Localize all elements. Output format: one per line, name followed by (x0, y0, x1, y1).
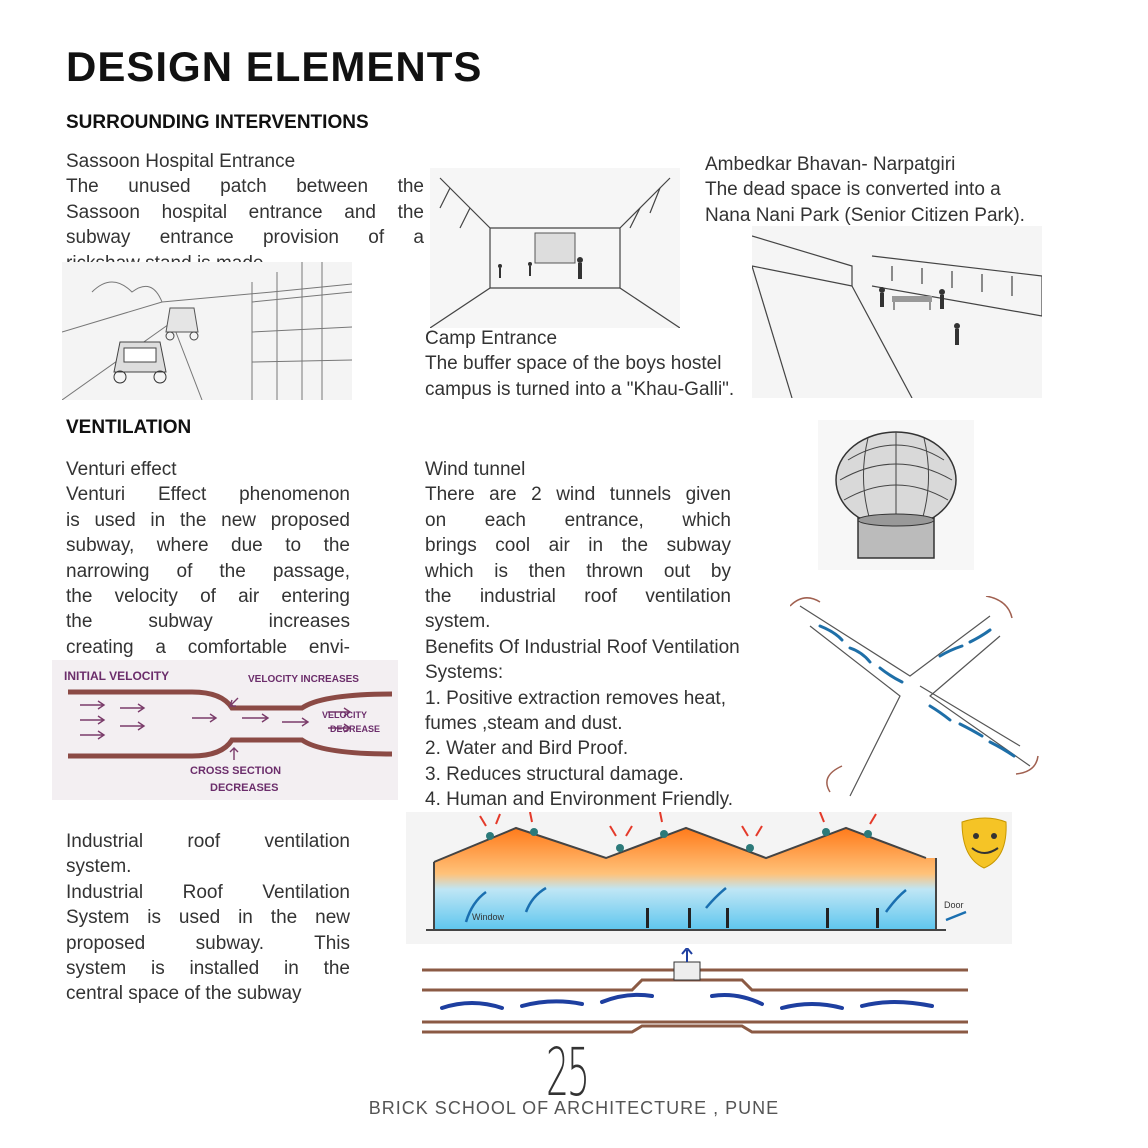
venturi-effect-diagram (52, 660, 398, 800)
wind-tunnel-text-block (425, 457, 805, 813)
section-heading-ventilation: VENTILATION (66, 417, 192, 438)
sassoon-street-sketch (62, 262, 352, 400)
sassoon-line: subway entrance provision of a (66, 227, 424, 249)
wind-tunnel-line: on each entrance, which (425, 509, 731, 531)
cross-section-label: CROSS SECTION (190, 765, 282, 777)
industrial-line: system is installed in the (66, 958, 350, 980)
roof-ventilation-section-diagram (406, 812, 1012, 944)
turbine-ventilator-sketch (818, 420, 974, 570)
ambedkar-line: Nana Nani Park (Senior Citizen Park). (705, 204, 1025, 226)
venturi-line: narrowing of the passage, (66, 560, 350, 582)
initial-velocity-label: INITIAL VELOCITY (64, 669, 170, 683)
roof-ventilator-icon (674, 962, 700, 980)
industrial-line: system. (66, 856, 132, 878)
page-number: 25 (546, 1034, 588, 1111)
airflow-arrows (820, 626, 1014, 756)
wind-tunnel-line: brings cool air in the subway (425, 535, 731, 557)
venturi-line: is used in the new proposed (66, 509, 350, 531)
airflow-arrows (442, 995, 932, 1008)
sassoon-text-block (66, 149, 424, 276)
benefits-title: Benefits Of Industrial Roof Ventilation (425, 636, 740, 658)
velocity-decrease-label: VELOCITY (322, 710, 368, 720)
venturi-line: subway, where due to the (66, 535, 350, 557)
wind-tunnel-title: Wind tunnel (425, 459, 526, 480)
venturi-title: Venturi effect (66, 459, 177, 480)
section-heading-surrounding: SURROUNDING INTERVENTIONS (66, 112, 369, 133)
benefit-item: 3. Reduces structural damage. (425, 763, 684, 785)
benefit-item: fumes ,steam and dust. (425, 713, 623, 735)
velocity-increases-label: VELOCITY INCREASES (248, 674, 359, 685)
subway-section-airflow-sketch (412, 948, 978, 1038)
sassoon-title: Sassoon Hospital Entrance (66, 151, 296, 172)
industrial-roof-text-block (66, 829, 350, 1007)
camp-title: Camp Entrance (425, 328, 558, 349)
window-label: Window (472, 912, 505, 922)
door-label: Door (944, 900, 964, 910)
exhaust-arrow-icon (682, 948, 692, 962)
benefit-item: 4. Human and Environment Friendly. (425, 789, 734, 811)
benefit-item: 1. Positive extraction removes heat, (425, 687, 726, 709)
wind-tunnel-line: system. (425, 611, 491, 633)
camp-line: campus is turned into a "Khau-Galli". (425, 378, 735, 400)
wind-tunnel-line: There are 2 wind tunnels given (425, 484, 731, 506)
camp-line: The buffer space of the boys hostel (425, 353, 722, 375)
industrial-title: Industrial roof ventilation (66, 831, 350, 852)
industrial-line: central space of the subway (66, 983, 302, 1005)
footer-text: BRICK SCHOOL OF ARCHITECTURE , PUNE (368, 1098, 780, 1118)
senior-citizen-park-sketch (752, 226, 1042, 398)
ambedkar-line: The dead space is converted into a (705, 179, 1001, 201)
venturi-line: creating a comfortable envi- (66, 636, 350, 658)
venturi-line: Venturi Effect phenomenon (66, 484, 350, 506)
camp-entrance-sketch (430, 168, 680, 328)
ambedkar-text-block (705, 152, 1075, 228)
industrial-line: System is used in the new (66, 907, 350, 929)
cross-section-label-2: DECREASES (210, 782, 279, 794)
ambedkar-title: Ambedkar Bhavan- Narpatgiri (705, 154, 956, 175)
subway-plan-airflow-sketch (790, 596, 1040, 806)
camp-text-block (425, 326, 765, 402)
velocity-decrease-label-2: DECREASE (330, 724, 381, 734)
wind-tunnel-line: which is then thrown out by (425, 560, 731, 582)
benefits-title-2: Systems: (425, 662, 504, 684)
venturi-text-block (66, 457, 350, 660)
wind-tunnel-line: the industrial roof ventilation (425, 586, 731, 608)
venturi-line: the subway increases (66, 611, 350, 633)
venturi-line: the velocity of air entering (66, 586, 350, 608)
page-title: DESIGN ELEMENTS (66, 43, 483, 90)
industrial-line: proposed subway. This (66, 932, 350, 954)
benefit-item: 2. Water and Bird Proof. (425, 738, 629, 760)
sassoon-line: The unused patch between the (66, 176, 424, 198)
sassoon-line: Sassoon hospital entrance and the (66, 201, 424, 223)
industrial-line: Industrial Roof Ventilation (66, 881, 350, 903)
